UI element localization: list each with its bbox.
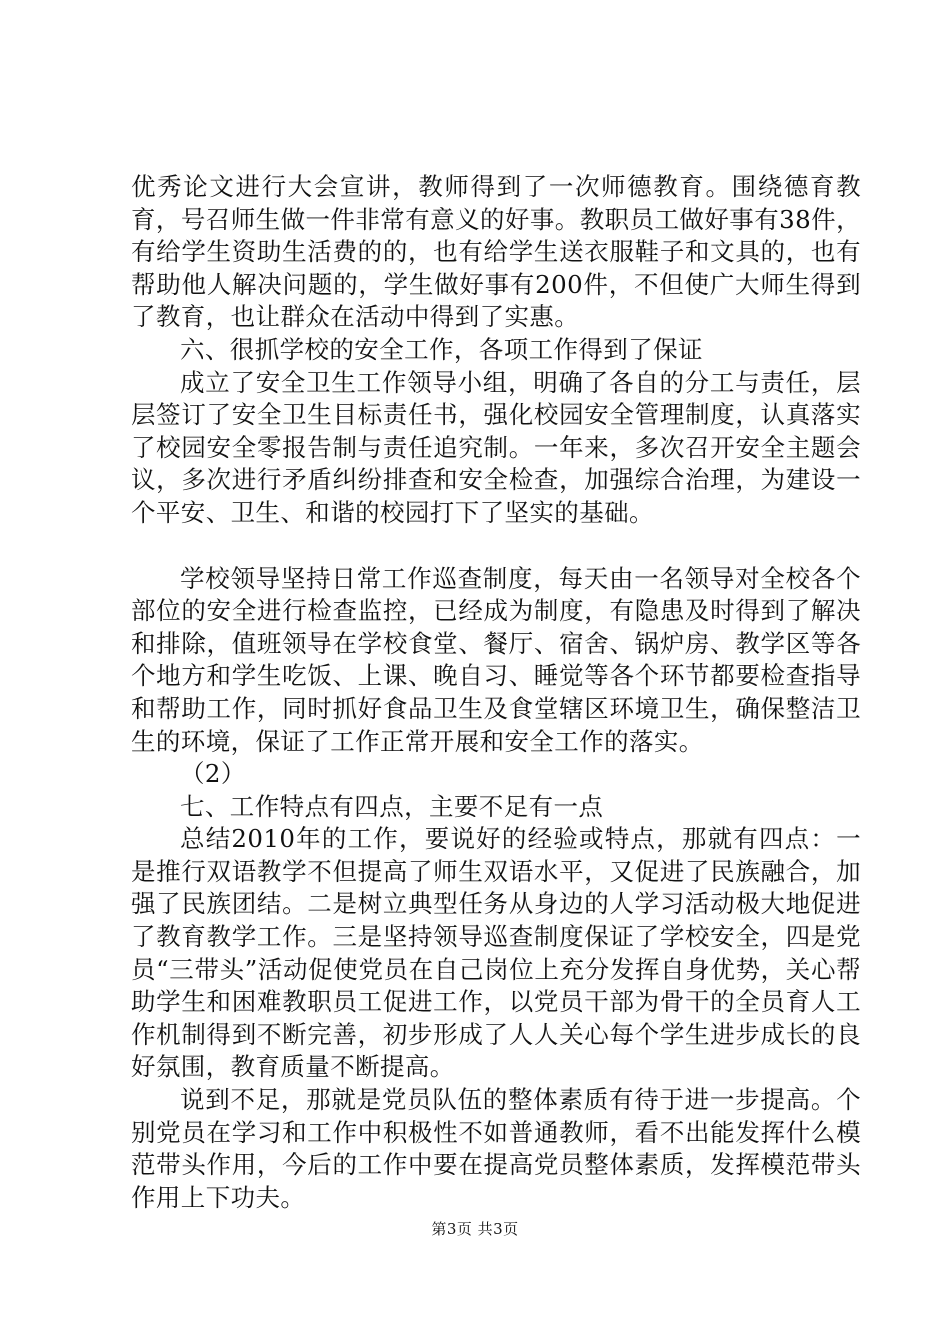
paragraph-marker: （2）	[180, 759, 246, 789]
paragraph-inspection: 学校领导坚持日常工作巡查制度，每天由一名领导对全校各个部位的安全进行检查监控，已经成为制度，有隐患及时得到了解决和排除，值班领导在学校食堂、餐厅、宿舍、锅炉房、教学区等各个地方和学生吃饭、上课、晚自习、睡觉等各个环节都要检查指导和帮助工作，同时抓好食品卫生及食堂辖区环境卫生，确保整洁卫生的环境，保证了工作正常开展和安全工作的落实。	[131, 563, 861, 756]
page-footer: 第3页 共3页	[431, 1220, 519, 1238]
paragraph-safety-team: 成立了安全卫生工作领导小组，明确了各自的分工与责任，层层签订了安全卫生目标责任书，强化校园安全管理制度，认真落实了校园安全零报告制与责任追究制。一年来，多次召开安全主题会议，多次进行矛盾纠纷排查和安全检查，加强综合治理，为建设一个平安、卫生、和谐的校园打下了坚实的基础。	[131, 367, 861, 527]
section-heading-six: 六、很抓学校的安全工作，各项工作得到了保证	[180, 334, 703, 364]
paragraph-shortcoming: 说到不足，那就是党员队伍的整体素质有待于进一步提高。个别党员在学习和工作中积极性不如普通教师，看不出能发挥什么模范带头作用，今后的工作中要在提高党员整体素质，发挥模范带头作用上下功夫。	[131, 1085, 861, 1212]
section-heading-seven: 七、工作特点有四点，主要不足有一点	[180, 791, 604, 821]
paragraph-spacer	[131, 530, 861, 563]
paragraph-summary: 总结2010年的工作，要说好的经验或特点，那就有四点：一是推行双语教学不但提高了师生双语水平，又促进了民族融合，加强了民族团结。二是树立典型任务从身边的人学习活动极大地促进了教育教学工作。三是坚持领导巡查制度保证了学校安全，四是党员“三带头”活动促使党员在自己岗位上充分发挥自身优势，关心帮助学生和困难教职员工促进工作，以党员干部为骨干的全员育人工作机制得到不断完善，初步形成了人人关心每个学生进步成长的良好氛围，教育质量不断提高。	[131, 824, 861, 1082]
document-body	[131, 171, 861, 1214]
paragraph-continuation: 优秀论文进行大会宣讲，教师得到了一次师德教育。围绕德育教育，号召师生做一件非常有意义的好事。教职员工做好事有38件，有给学生资助生活费的的，也有给学生送衣服鞋子和文具的，也有帮助他人解决问题的，学生做好事有200件，不但使广大师生得到了教育，也让群众在活动中得到了实惠。	[131, 172, 861, 332]
